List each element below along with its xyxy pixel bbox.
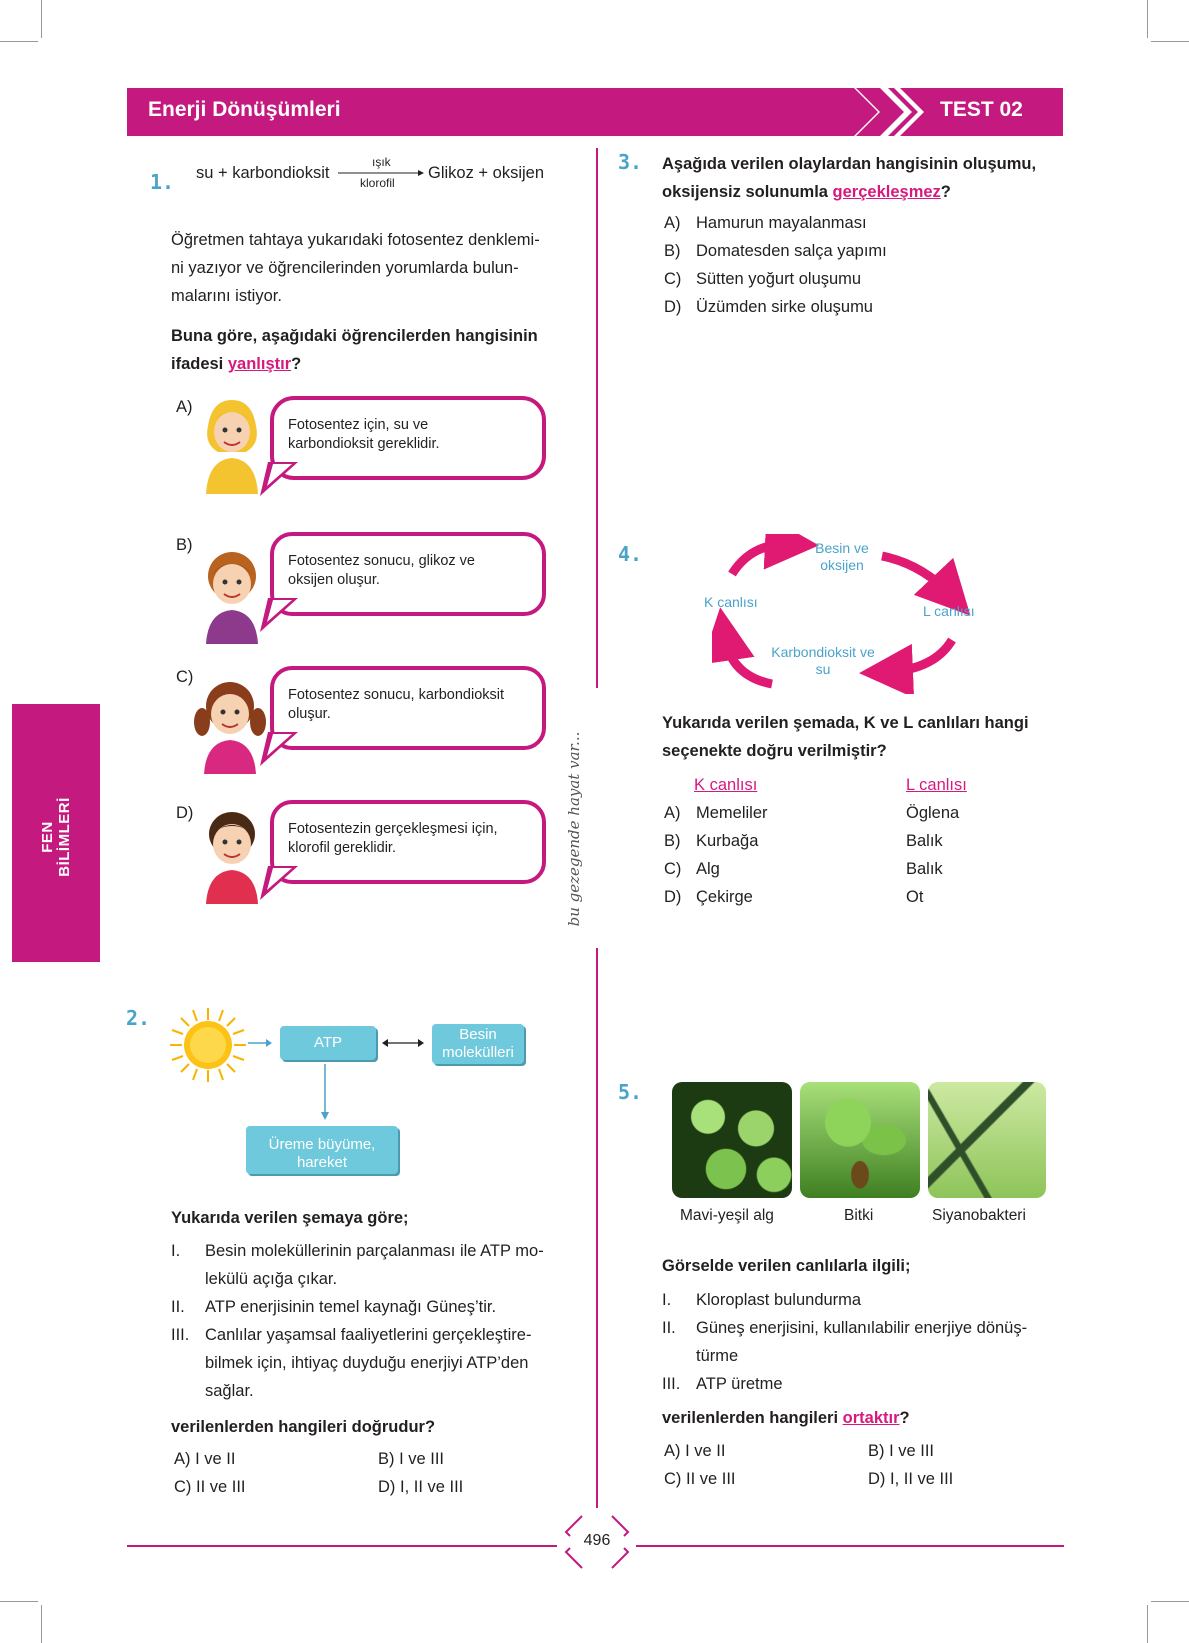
- answer-option[interactable]: C) Sütten yoğurt oluşumu: [664, 270, 862, 288]
- equation-left: su + karbondioksit: [196, 164, 330, 182]
- speech-bubble: Fotosentez sonucu, karbondioksit oluşur.: [270, 666, 546, 750]
- girl-pigtails-avatar-icon: [194, 670, 266, 774]
- speech-bubble: Fotosentezin gerçekleşmesi için, klorofil gereklidir.: [270, 800, 546, 884]
- question-number: 4.: [618, 542, 643, 566]
- question-prompt: Aşağıda verilen olaylardan hangisinin oluşumu, oksijensiz solunumla gerçekleşmez?: [662, 155, 1037, 201]
- column-divider: [596, 148, 598, 688]
- question-prompt: Yukarıda verilen şemada, K ve L canlıları hangi seçenekte doğru verilmiştir?: [662, 714, 1029, 760]
- answer-d[interactable]: D) I, II ve III: [378, 1478, 464, 1496]
- bubble-tail: [258, 462, 298, 498]
- atp-box: ATP: [280, 1026, 376, 1060]
- option-label[interactable]: B): [176, 536, 193, 554]
- crop-mark: [1151, 1601, 1189, 1602]
- speech-bubble: Fotosentez sonucu, glikoz ve oksijen oluşur.: [270, 532, 546, 616]
- question-prompt: Buna göre, aşağıdaki öğrencilerden hangisinin ifadesi yanlıştır?: [171, 327, 538, 373]
- equation-below: klorofil: [360, 176, 395, 190]
- question-prompt: Görselde verilen canlılarla ilgili;: [662, 1257, 911, 1275]
- answer-option[interactable]: B) Domatesden salça yapımı: [664, 242, 887, 260]
- equation-above: ışık: [372, 155, 391, 169]
- question-prompt: verilenlerden hangileri ortaktır?: [662, 1409, 910, 1427]
- answer-d[interactable]: D) I, II ve III: [868, 1470, 954, 1488]
- vertical-slogan: bu gezegende hayat var...: [565, 731, 583, 927]
- statement-list: I. Kloroplast bulundurma II. Güneş enerjisini, kullanılabilir enerjiye dönüş- türme III. ATP üretme: [662, 1291, 1028, 1393]
- option-label[interactable]: A): [176, 398, 193, 416]
- footer-line: [127, 1545, 557, 1547]
- question-number: 2.: [126, 1006, 151, 1030]
- cycle-label-left: K canlısı: [704, 594, 758, 610]
- image-caption: Siyanobakteri: [932, 1207, 1026, 1224]
- crop-mark: [0, 41, 38, 42]
- question-text: Öğretmen tahtaya yukarıdaki fotosentez denklemi- ni yazıyor ve öğrencilerinden yorumlarda bulun- malarını istiyor.: [171, 231, 540, 305]
- answer-a[interactable]: A) I ve II: [664, 1442, 726, 1460]
- bubble-tail: [258, 732, 298, 768]
- crop-mark: [41, 0, 42, 38]
- column-header-k: K canlısı: [694, 776, 758, 794]
- question-number: 5.: [618, 1080, 643, 1104]
- answer-b[interactable]: B) I ve III: [378, 1450, 445, 1468]
- speech-bubble: Fotosentez için, su ve karbondioksit gereklidir.: [270, 396, 546, 480]
- ureme-box: Üreme büyüme, hareket: [246, 1126, 398, 1174]
- answer-option[interactable]: A) Hamurun mayalanması: [664, 214, 867, 232]
- test-label: TEST 02: [940, 98, 1023, 121]
- cycle-label-bottom: Karbondioksit ve su: [771, 644, 875, 677]
- statement-list: I. Besin moleküllerinin parçalanması ile ATP mo- lekülü açığa çıkar. II. ATP enerjisinin temel kaynağı Güneş’tir. III. Canlılar yaşamsal faaliyetlerini gerçekleştire- bilmek için, ihtiyaç duyduğu enerjiyi ATP’den sağlar.: [171, 1242, 544, 1400]
- boy-red-shirt-avatar-icon: [198, 800, 266, 904]
- answer-option[interactable]: B) Kurbağa Balık: [664, 832, 943, 850]
- crop-mark: [41, 1605, 42, 1643]
- page-number: 496: [583, 1532, 611, 1549]
- arrow-right-icon: [248, 1038, 272, 1048]
- arrow-down-icon: [320, 1064, 330, 1120]
- answer-b[interactable]: B) I ve III: [868, 1442, 935, 1460]
- answer-option[interactable]: D) Çekirge Ot: [664, 888, 924, 906]
- option-label[interactable]: D): [176, 804, 194, 822]
- chevron-icon: [850, 84, 950, 140]
- answer-list: [664, 209, 964, 321]
- bubble-tail: [258, 598, 298, 634]
- option-label[interactable]: C): [176, 668, 194, 686]
- question-number: 3.: [618, 150, 643, 174]
- plant-image: [800, 1082, 920, 1198]
- footer-line: [636, 1545, 1064, 1547]
- blue-green-algae-image: [672, 1082, 792, 1198]
- question-prompt: verilenlerden hangileri doğrudur?: [171, 1418, 436, 1436]
- page-title: Enerji Dönüşümleri: [148, 98, 341, 121]
- answer-c[interactable]: C) II ve III: [664, 1470, 736, 1488]
- answer-a[interactable]: A) I ve II: [174, 1450, 236, 1468]
- crop-mark: [1151, 41, 1189, 42]
- crop-mark: [0, 1601, 38, 1602]
- answer-option[interactable]: A) Memeliler Öglena: [664, 804, 960, 822]
- column-divider: [596, 948, 598, 1508]
- answer-table: [664, 799, 1004, 911]
- image-caption: Mavi-yeşil alg: [680, 1207, 774, 1224]
- answer-c[interactable]: C) II ve III: [174, 1478, 246, 1496]
- boy-avatar-icon: [198, 540, 266, 644]
- crop-mark: [1147, 1605, 1148, 1643]
- question-number: 1.: [150, 170, 175, 194]
- crop-mark: [1147, 0, 1148, 38]
- double-arrow-icon: [382, 1038, 424, 1048]
- question-prompt: Yukarıda verilen şemaya göre;: [171, 1209, 409, 1227]
- equation-right: Glikoz + oksijen: [428, 164, 545, 182]
- cycle-label-right: L canlısı: [923, 603, 975, 619]
- column-header-l: L canlısı: [906, 776, 967, 794]
- answer-option[interactable]: D) Üzümden sirke oluşumu: [664, 298, 873, 316]
- side-tab-label: FEN BİLİMLERİ: [39, 797, 73, 877]
- answer-option[interactable]: C) Alg Balık: [664, 860, 943, 878]
- girl-avatar-icon: [198, 390, 266, 494]
- cycle-label-top: Besin ve oksijen: [815, 540, 869, 573]
- bubble-tail: [258, 866, 298, 902]
- besin-box: Besin molekülleri: [432, 1024, 524, 1064]
- image-caption: Bitki: [844, 1207, 874, 1224]
- sun-icon: [168, 1006, 248, 1084]
- cyanobacteria-image: [928, 1082, 1046, 1198]
